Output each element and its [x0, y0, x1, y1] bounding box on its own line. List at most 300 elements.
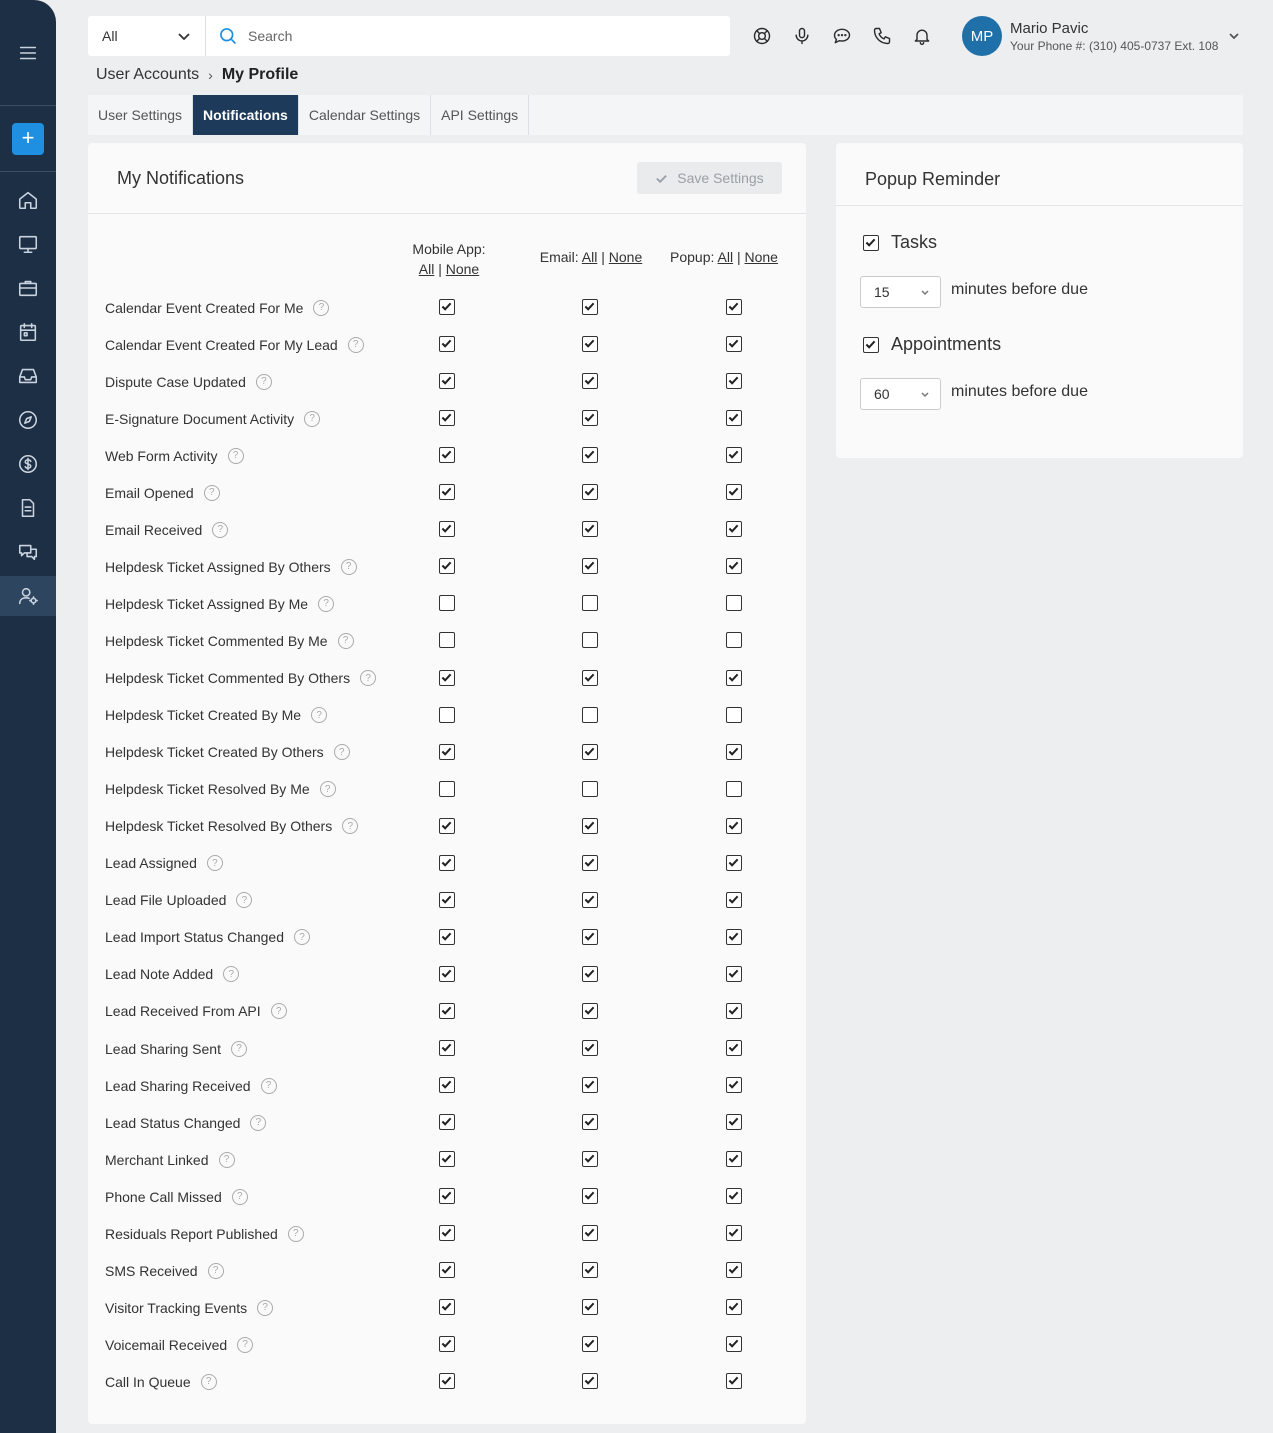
notification-row — [105, 1363, 217, 1400]
help-icon[interactable]: ? — [250, 1115, 266, 1131]
popup-checkbox[interactable] — [726, 299, 742, 315]
notification-row — [105, 697, 327, 734]
compass-icon[interactable] — [0, 400, 56, 440]
help-icon[interactable]: ? — [342, 818, 358, 834]
user-name: Mario Pavic — [1010, 19, 1089, 37]
check-icon — [728, 486, 739, 497]
support-icon[interactable] — [742, 20, 782, 52]
mobile-checkbox[interactable] — [439, 744, 455, 760]
mobile-checkbox[interactable] — [439, 299, 455, 315]
check-icon — [728, 1116, 739, 1127]
email-checkbox[interactable] — [582, 1077, 598, 1093]
notification-label: Dispute Case Updated — [105, 373, 246, 390]
mobile-checkbox[interactable] — [439, 1299, 455, 1315]
help-icon[interactable]: ? — [294, 929, 310, 945]
help-icon[interactable]: ? — [257, 1300, 273, 1316]
notification-row — [105, 808, 358, 845]
check-icon — [728, 523, 739, 534]
help-icon[interactable]: ? — [231, 1041, 247, 1057]
email-checkbox[interactable] — [582, 558, 598, 574]
notification-label: Lead Import Status Changed — [105, 929, 285, 946]
notification-row — [105, 1215, 304, 1252]
popup-checkbox[interactable] — [726, 1373, 742, 1389]
tab-api-settings[interactable]: API Settings — [431, 95, 529, 135]
check-icon — [441, 968, 452, 979]
check-icon — [584, 1227, 595, 1238]
mobile-checkbox[interactable] — [439, 373, 455, 389]
mobile-checkbox[interactable] — [439, 1225, 455, 1241]
notification-label: Helpdesk Ticket Created By Me — [105, 707, 302, 724]
popup-separator: | — [736, 249, 741, 265]
check-icon — [865, 339, 876, 350]
help-icon[interactable]: ? — [311, 707, 327, 723]
mobile-checkbox[interactable] — [439, 1114, 455, 1130]
popup-checkbox[interactable] — [726, 892, 742, 908]
check-icon — [584, 746, 595, 757]
notification-label: Merchant Linked — [105, 1151, 209, 1168]
search-field — [206, 26, 730, 46]
notification-row — [105, 1030, 247, 1067]
check-icon — [728, 1264, 739, 1275]
help-icon[interactable]: ? — [304, 411, 320, 427]
mobile-checkbox[interactable] — [439, 707, 455, 723]
dollar-icon[interactable] — [0, 444, 56, 484]
email-checkbox[interactable] — [582, 484, 598, 500]
help-icon[interactable]: ? — [232, 1189, 248, 1205]
notification-row — [105, 289, 329, 326]
check-icon — [728, 1005, 739, 1016]
hamburger-icon[interactable] — [0, 33, 56, 73]
check-icon — [441, 338, 452, 349]
email-checkbox[interactable] — [582, 299, 598, 315]
mobile-checkbox[interactable] — [439, 818, 455, 834]
check-icon — [584, 1079, 595, 1090]
mobile-checkbox[interactable] — [439, 1188, 455, 1204]
mobile-separator: | — [438, 261, 442, 277]
appointments-checkbox[interactable] — [863, 334, 1001, 355]
notification-row — [105, 882, 252, 919]
checkbox-box — [863, 337, 879, 353]
chevron-down-icon — [177, 29, 191, 43]
email-checkbox[interactable] — [582, 707, 598, 723]
email-checkbox[interactable] — [582, 632, 598, 648]
search-bar — [88, 16, 730, 56]
appointments-minutes-select[interactable] — [860, 378, 941, 410]
chat-icon[interactable] — [0, 532, 56, 572]
sidebar — [0, 0, 56, 1433]
mobile-checkbox[interactable] — [439, 1336, 455, 1352]
check-icon — [728, 1079, 739, 1090]
column-label-mobile: Mobile App: — [412, 241, 486, 257]
popup-checkbox[interactable] — [726, 447, 742, 463]
help-icon[interactable]: ? — [228, 448, 244, 464]
check-icon — [728, 560, 739, 571]
notifications-panel — [88, 143, 806, 1424]
email-checkbox[interactable] — [582, 855, 598, 871]
email-separator: | — [601, 249, 605, 265]
email-checkbox[interactable] — [582, 447, 598, 463]
check-icon — [584, 894, 595, 905]
check-icon — [441, 1227, 452, 1238]
check-icon — [728, 412, 739, 423]
check-icon — [728, 968, 739, 979]
check-icon — [584, 1264, 595, 1275]
email-checkbox[interactable] — [582, 1336, 598, 1352]
help-icon[interactable]: ? — [288, 1226, 304, 1242]
check-icon — [441, 1375, 452, 1386]
mobile-none-link[interactable]: None — [445, 261, 480, 277]
breadcrumb-current: My Profile — [221, 66, 299, 83]
check-icon — [441, 375, 452, 386]
popup-all-link[interactable]: All — [717, 249, 734, 265]
search-category-value: All — [102, 28, 118, 44]
notification-label: Visitor Tracking Events — [105, 1299, 248, 1316]
email-checkbox[interactable] — [582, 670, 598, 686]
help-icon[interactable]: ? — [212, 522, 228, 538]
check-icon — [441, 1116, 452, 1127]
help-icon[interactable]: ? — [219, 1152, 235, 1168]
email-checkbox[interactable] — [582, 929, 598, 945]
check-icon — [584, 820, 595, 831]
popup-checkbox[interactable] — [726, 521, 742, 537]
notification-row — [105, 734, 350, 771]
check-icon — [584, 1042, 595, 1053]
check-icon — [441, 1301, 452, 1312]
notification-label: Calendar Event Created For Me — [105, 299, 304, 316]
notification-label: Call In Queue — [105, 1373, 191, 1390]
help-icon[interactable]: ? — [360, 670, 376, 686]
notification-label: Residuals Report Published — [105, 1225, 278, 1242]
mobile-checkbox[interactable] — [439, 336, 455, 352]
notification-label: Lead Sharing Received — [105, 1077, 251, 1094]
notification-label: Lead File Uploaded — [105, 892, 227, 909]
email-checkbox[interactable] — [582, 1225, 598, 1241]
email-checkbox[interactable] — [582, 336, 598, 352]
email-checkbox[interactable] — [582, 373, 598, 389]
user-menu[interactable] — [962, 16, 1240, 56]
tasks-minutes-note: minutes before due — [951, 281, 1088, 298]
notification-row — [105, 845, 223, 882]
home-icon[interactable] — [0, 180, 56, 220]
popup-checkbox[interactable] — [726, 966, 742, 982]
mobile-checkbox[interactable] — [439, 595, 455, 611]
notification-label: Email Received — [105, 521, 203, 538]
check-icon — [584, 1375, 595, 1386]
notification-row — [105, 437, 244, 474]
popup-checkbox[interactable] — [726, 484, 742, 500]
mobile-checkbox[interactable] — [439, 558, 455, 574]
save-settings-button[interactable] — [637, 162, 782, 194]
check-icon — [728, 375, 739, 386]
popup-reminder-title: Popup Reminder — [836, 143, 1243, 206]
column-header-mobile — [389, 239, 509, 279]
notification-label: Helpdesk Ticket Resolved By Me — [105, 781, 310, 798]
mobile-checkbox[interactable] — [439, 1077, 455, 1093]
notification-row — [105, 919, 310, 956]
popup-checkbox[interactable] — [726, 1114, 742, 1130]
help-icon[interactable]: ? — [338, 633, 354, 649]
check-icon — [728, 672, 739, 683]
popup-checkbox[interactable] — [726, 744, 742, 760]
help-icon[interactable]: ? — [320, 781, 336, 797]
inbox-icon[interactable] — [0, 356, 56, 396]
popup-checkbox[interactable] — [726, 1299, 742, 1315]
notification-row — [105, 1326, 253, 1363]
popup-checkbox[interactable] — [726, 781, 742, 797]
help-icon[interactable]: ? — [334, 744, 350, 760]
check-icon — [584, 338, 595, 349]
notification-label: Lead Sharing Sent — [105, 1040, 221, 1057]
mobile-checkbox[interactable] — [439, 521, 455, 537]
notification-row — [105, 660, 376, 697]
popup-checkbox[interactable] — [726, 855, 742, 871]
mobile-checkbox[interactable] — [439, 966, 455, 982]
popup-checkbox[interactable] — [726, 1188, 742, 1204]
search-icon — [218, 26, 238, 46]
email-checkbox[interactable] — [582, 781, 598, 797]
notification-label: Helpdesk Ticket Resolved By Others — [105, 818, 333, 835]
mobile-checkbox[interactable] — [439, 1003, 455, 1019]
top-toolbar — [742, 20, 942, 52]
check-icon — [728, 1301, 739, 1312]
help-icon[interactable]: ? — [271, 1003, 287, 1019]
popup-checkbox[interactable] — [726, 1003, 742, 1019]
breadcrumb-user-accounts[interactable]: User Accounts — [96, 66, 200, 83]
popup-checkbox[interactable] — [726, 336, 742, 352]
mobile-all-link[interactable]: All — [418, 261, 435, 277]
mobile-checkbox[interactable] — [439, 781, 455, 797]
check-icon — [441, 746, 452, 757]
check-icon — [441, 1264, 452, 1275]
popup-checkbox[interactable] — [726, 1151, 742, 1167]
help-icon[interactable]: ? — [341, 559, 357, 575]
email-checkbox[interactable] — [582, 521, 598, 537]
search-category-select[interactable] — [88, 16, 206, 56]
mobile-checkbox[interactable] — [439, 447, 455, 463]
notification-row — [105, 363, 272, 400]
email-none-link[interactable]: None — [608, 249, 643, 265]
column-header-email — [516, 249, 666, 265]
check-icon — [441, 1005, 452, 1016]
popup-checkbox[interactable] — [726, 632, 742, 648]
mobile-checkbox[interactable] — [439, 632, 455, 648]
notification-label: Web Form Activity — [105, 447, 218, 464]
help-icon[interactable]: ? — [348, 337, 364, 353]
notification-label: Helpdesk Ticket Created By Others — [105, 744, 324, 761]
tasks-minutes-select[interactable] — [860, 276, 941, 308]
notification-label: Helpdesk Ticket Assigned By Others — [105, 558, 331, 575]
notification-label: Email Opened — [105, 484, 194, 501]
notification-row — [105, 993, 287, 1030]
check-icon — [584, 1116, 595, 1127]
column-label-popup: Popup: — [670, 249, 715, 265]
email-checkbox[interactable] — [582, 595, 598, 611]
column-label-email: Email: — [539, 249, 579, 265]
popup-checkbox[interactable] — [726, 929, 742, 945]
mobile-checkbox[interactable] — [439, 1151, 455, 1167]
notification-row — [105, 1141, 235, 1178]
popup-reminder-panel — [836, 143, 1243, 458]
notification-label: Calendar Event Created For My Lead — [105, 336, 338, 353]
email-all-link[interactable]: All — [581, 249, 598, 265]
tab-calendar-settings[interactable]: Calendar Settings — [299, 95, 431, 135]
help-icon[interactable]: ? — [208, 1263, 224, 1279]
notification-row — [105, 400, 320, 437]
document-icon[interactable] — [0, 488, 56, 528]
breadcrumb-separator: › — [208, 67, 213, 83]
popup-checkbox[interactable] — [726, 1225, 742, 1241]
check-icon — [584, 1153, 595, 1164]
help-icon[interactable]: ? — [223, 966, 239, 982]
check-icon — [728, 894, 739, 905]
email-checkbox[interactable] — [582, 744, 598, 760]
popup-checkbox[interactable] — [726, 818, 742, 834]
check-icon — [865, 237, 876, 248]
popup-checkbox[interactable] — [726, 1077, 742, 1093]
help-icon[interactable]: ? — [236, 892, 252, 908]
popup-checkbox[interactable] — [726, 410, 742, 426]
popup-checkbox[interactable] — [726, 373, 742, 389]
phone-icon[interactable] — [862, 20, 902, 52]
calendar-icon[interactable] — [0, 312, 56, 352]
mobile-checkbox[interactable] — [439, 410, 455, 426]
popup-checkbox[interactable] — [726, 1040, 742, 1056]
notification-label: Lead Note Added — [105, 966, 214, 983]
mobile-checkbox[interactable] — [439, 1040, 455, 1056]
email-checkbox[interactable] — [582, 1262, 598, 1278]
popup-checkbox[interactable] — [726, 595, 742, 611]
popup-checkbox[interactable] — [726, 1336, 742, 1352]
check-icon — [584, 301, 595, 312]
notification-row — [105, 474, 220, 511]
check-icon — [441, 523, 452, 534]
tasks-checkbox[interactable] — [863, 232, 937, 253]
notification-label: Lead Assigned — [105, 855, 197, 872]
email-checkbox[interactable] — [582, 1003, 598, 1019]
mobile-checkbox[interactable] — [439, 670, 455, 686]
popup-checkbox[interactable] — [726, 707, 742, 723]
help-icon[interactable]: ? — [261, 1078, 277, 1094]
mobile-checkbox[interactable] — [439, 855, 455, 871]
email-checkbox[interactable] — [582, 818, 598, 834]
popup-checkbox[interactable] — [726, 1262, 742, 1278]
add-button[interactable]: + — [12, 123, 44, 155]
chevron-down-icon — [920, 287, 930, 297]
save-settings-label: Save Settings — [677, 170, 764, 186]
message-icon[interactable] — [822, 20, 862, 52]
help-icon[interactable]: ? — [204, 485, 220, 501]
bell-icon[interactable] — [902, 20, 942, 52]
notification-row — [105, 771, 336, 808]
briefcase-icon[interactable] — [0, 268, 56, 308]
chevron-down-icon — [1228, 30, 1240, 42]
check-icon — [728, 301, 739, 312]
check-icon — [441, 894, 452, 905]
popup-none-link[interactable]: None — [744, 249, 778, 265]
appointments-minutes-value: 60 — [874, 386, 890, 402]
monitor-icon[interactable] — [0, 224, 56, 264]
notification-label: Helpdesk Ticket Commented By Me — [105, 632, 328, 649]
profile-tabs — [88, 95, 1243, 135]
notification-label: E-Signature Document Activity — [105, 410, 295, 427]
check-icon — [728, 820, 739, 831]
check-icon — [441, 560, 452, 571]
breadcrumb — [96, 66, 298, 84]
user-settings-icon[interactable] — [0, 576, 56, 616]
avatar: MP — [962, 16, 1002, 56]
check-icon — [728, 1153, 739, 1164]
help-icon[interactable]: ? — [256, 374, 272, 390]
email-checkbox[interactable] — [582, 410, 598, 426]
help-icon[interactable]: ? — [318, 596, 334, 612]
notification-label: Lead Status Changed — [105, 1114, 241, 1131]
email-checkbox[interactable] — [582, 1040, 598, 1056]
notification-row — [105, 622, 354, 659]
notification-row — [105, 548, 357, 585]
check-icon — [441, 1042, 452, 1053]
check-icon — [584, 857, 595, 868]
check-icon — [441, 672, 452, 683]
notification-label: Lead Received From API — [105, 1003, 261, 1020]
check-icon — [728, 1227, 739, 1238]
email-checkbox[interactable] — [582, 892, 598, 908]
help-icon[interactable]: ? — [237, 1337, 253, 1353]
check-icon — [441, 1079, 452, 1090]
tab-user-settings[interactable]: User Settings — [88, 95, 193, 135]
mobile-checkbox[interactable] — [439, 892, 455, 908]
email-checkbox[interactable] — [582, 1151, 598, 1167]
notification-row — [105, 1104, 266, 1141]
help-icon[interactable]: ? — [207, 855, 223, 871]
check-icon — [584, 486, 595, 497]
help-icon[interactable]: ? — [313, 300, 329, 316]
tab-notifications[interactable]: Notifications — [193, 95, 299, 135]
check-icon — [584, 672, 595, 683]
mobile-checkbox[interactable] — [439, 1373, 455, 1389]
email-checkbox[interactable] — [582, 1373, 598, 1389]
mobile-checkbox[interactable] — [439, 929, 455, 945]
check-icon — [441, 820, 452, 831]
check-icon — [441, 1338, 452, 1349]
popup-checkbox[interactable] — [726, 670, 742, 686]
appointments-minutes-note: minutes before due — [951, 383, 1088, 400]
check-icon — [441, 486, 452, 497]
tasks-label: Tasks — [891, 232, 938, 252]
check-icon — [584, 1338, 595, 1349]
check-icon — [584, 412, 595, 423]
mobile-checkbox[interactable] — [439, 1262, 455, 1278]
sidebar-divider — [0, 171, 56, 172]
search-input[interactable] — [248, 28, 708, 44]
check-icon — [441, 931, 452, 942]
check-icon — [728, 931, 739, 942]
check-icon — [655, 172, 668, 185]
email-checkbox[interactable] — [582, 966, 598, 982]
notification-row — [105, 1067, 277, 1104]
notification-row — [105, 585, 334, 622]
help-icon[interactable]: ? — [201, 1374, 217, 1390]
notification-row — [105, 1252, 224, 1289]
microphone-icon[interactable] — [782, 20, 822, 52]
email-checkbox[interactable] — [582, 1188, 598, 1204]
mobile-checkbox[interactable] — [439, 484, 455, 500]
notification-label: SMS Received — [105, 1262, 198, 1279]
check-icon — [728, 1375, 739, 1386]
email-checkbox[interactable] — [582, 1299, 598, 1315]
popup-checkbox[interactable] — [726, 558, 742, 574]
check-icon — [728, 1042, 739, 1053]
email-checkbox[interactable] — [582, 1114, 598, 1130]
